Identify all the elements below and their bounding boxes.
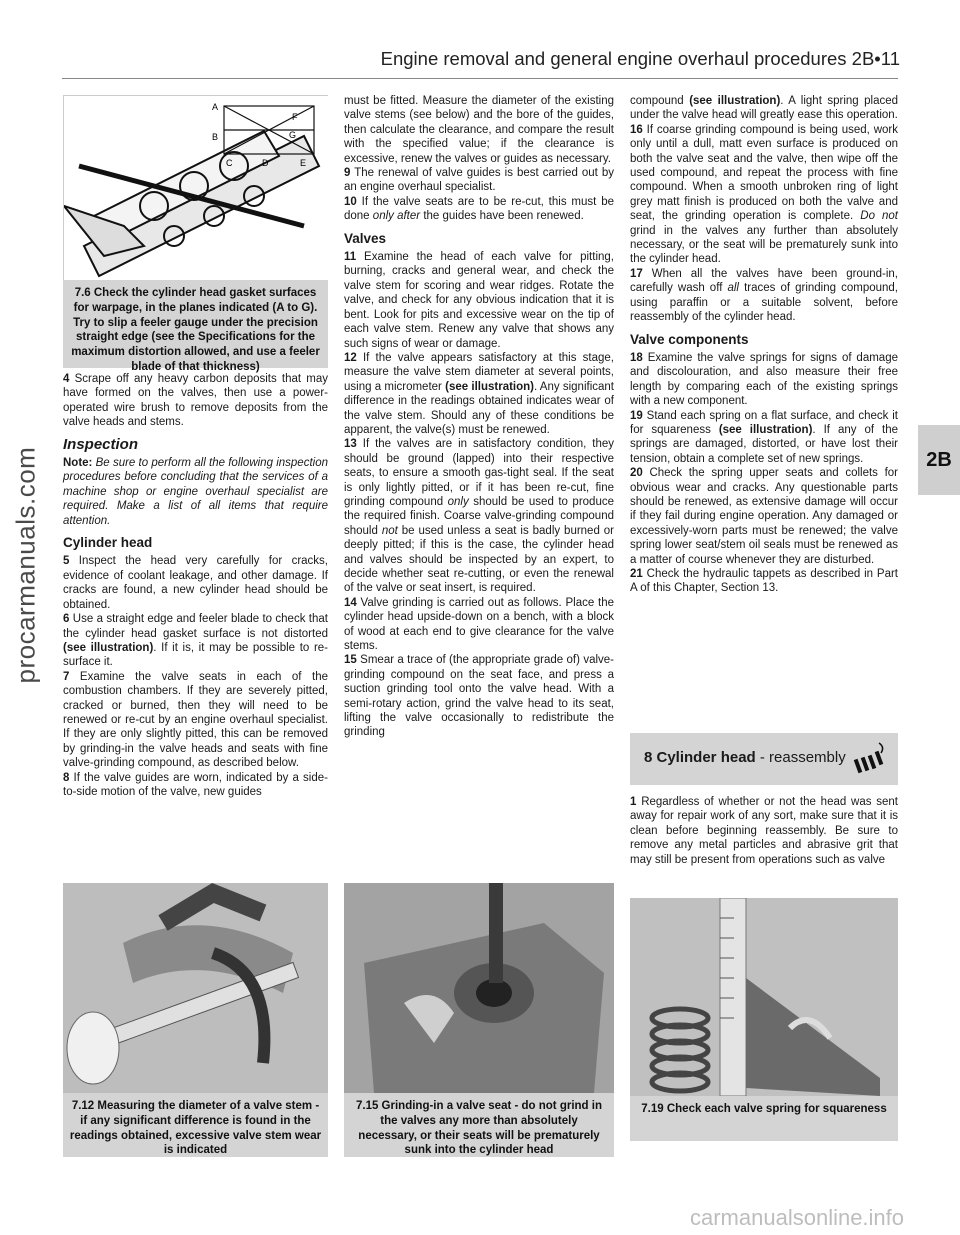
label-f: F: [292, 112, 298, 122]
para-17: 17 When all the valves have been ground-in, carefully wash off all traces of grinding compound, using paraffin or a suitable solvent, before reassembly of the cylinder head.: [630, 267, 898, 324]
para-15: 15 Smear a trace of (the appropriate grade of) valve-grinding compound on the seat face, and press a suction grinding tool onto the valve head. With a semi-rotary action, grind the valve head to its seat, lifting the valve occasionally to redistribute the grinding: [344, 654, 614, 739]
para-6: 6 Use a straight edge and feeler blade to check that the cylinder head gasket surface is not distorted (see illustration). If it is, it may be possible to re-surface it.: [63, 613, 328, 669]
para-21: 21 Check the hydraulic tappets as described in Part A of this Chapter, Section 13.: [630, 568, 898, 595]
figure-7-6: [63, 95, 328, 280]
section-8-body: [630, 795, 898, 867]
para-14: 14 Valve grinding is carried out as follows. Place the cylinder head upside-down on a bench, with a block of wood at each end to give clearance for the valve stems.: [344, 596, 614, 653]
para-16: 16 If coarse grinding compound is being used, work only until a dull, matt even surface is produced on both the valve seat and the valve, then wipe off the used compound, and repeat the process with fine compound. When a smooth unbroken ring of light grey matt finish is produced on both the valve and seat, the grinding operation is complete. Do not grind in the valves any further than absolutely necessary, or the seat will be prematurely sunk into the cylinder head.: [630, 123, 899, 266]
label-g: G: [289, 130, 297, 140]
para-19: 19 Stand each spring on a flat surface, and check it for squareness (see illustration). If any of the springs are damaged, distorted, or have lost their tension, obtain a complete set of new springs.: [630, 409, 899, 465]
caption-7-19: 7.19 Check each valve spring for squareness: [630, 1096, 898, 1141]
para-12: 12 If the valve appears satisfactory at this stage, measure the valve stem diameter at several points, using a micrometer (see illustration). Any significant difference in the readings obtained indicates wear of the valve stem. Should any of these conditions be apparent, the valve(s) must be renewed.: [344, 351, 614, 436]
heading-inspection: Inspection: [63, 435, 139, 453]
page-header: Engine removal and general engine overhaul procedures 2B•11: [380, 48, 900, 69]
para-8-1: 1 Regardless of whether or not the head was sent away for repair work of any sort, make sure that it is clean before beginning reassembly. Be sure to remove any metal particles and abrasive grit that may still be present from operations such as valve: [630, 796, 898, 866]
header-rule: [62, 78, 898, 79]
valve-grinding-photo: [344, 883, 614, 1093]
note: Note: Be sure to perform all the following inspection procedures before concluding that the services of a machine shop or engine overhaul specialist are required. Make a list of all items that require attention.: [63, 457, 328, 527]
para-10: 10 If the valve seats are to be re-cut, this must be done only after the guides have been renewed.: [344, 195, 614, 223]
para-8-cont: must be fitted. Measure the diameter of the existing valve stems (see below) and the bore of the guides, then calculate the clearance, and compare the result with the specified value; if the clearance is excessive, renew the valves or guides as necessary.: [344, 95, 614, 165]
column-1: [63, 372, 328, 799]
heading-cylinder-head: Cylinder head: [63, 535, 153, 551]
para-18: 18 Examine the valve springs for signs of damage and discolouration, and also measure their free length by comparing each of the existing springs with a new component.: [630, 351, 898, 408]
section-8-heading: [630, 733, 898, 785]
figure-7-15: [344, 883, 614, 1093]
figure-7-12: [63, 883, 328, 1093]
label-d: D: [262, 158, 269, 168]
label-e: E: [300, 158, 307, 168]
heading-valve-components: Valve components: [630, 331, 749, 347]
side-watermark: procarmanuals.com: [10, 446, 41, 684]
para-9: 9 The renewal of valve guides is best carried out by an engine overhaul specialist.: [344, 167, 614, 194]
chapter-tab: 2B: [918, 425, 960, 495]
para-4: 4 Scrape off any heavy carbon deposits that may have formed on the valves, then use a power-operated wire brush to remove deposits from the valve heads and stems.: [63, 373, 328, 429]
spring-squareness-photo: [630, 898, 898, 1096]
column-3: [630, 94, 898, 596]
label-b: B: [212, 132, 219, 142]
para-20: 20 Check the spring upper seats and collets for obvious wear and cracks. Any questionable parts should be renewed, as extensive damage will occur if they fail during engine operation. Any damaged or excessively-worn parts must be renewed; the valve spring lower seat/stem oil seals must be renewed as a matter of course whenever they are disturbed.: [630, 467, 898, 566]
caption-7-12: 7.12 Measuring the diameter of a valve stem - if any significant difference is found in the readings obtained, excessive valve stem wear is indicated: [63, 1093, 328, 1157]
caption-7-6: 7.6 Check the cylinder head gasket surfaces for warpage, in the planes indicated (A to G). Try to slip a feeler gauge under the precision straight edge (see the Specifications for the maximum distortion allowed, and use a feeler blade of that thickness): [63, 280, 328, 368]
para-13: 13 If the valves are in satisfactory condition, they should be ground (lapped) into their respective seats, to ensure a smooth gas-tight seal. If the seat is only lightly pitted, or if it has been re-cut, fine grinding compound only should be used to produce the required finish. Coarse valve-grinding compound should not be used unless a seat is badly burned or deeply pitted; if this is the case, the cylinder head and valves should be inspected by an expert, to decide whether seat re-cutting, or even the renewal of the valve or seat insert, is required.: [344, 438, 614, 595]
cylinder-head-illustration: [64, 96, 329, 281]
para-5: 5 Inspect the head very carefully for cracks, evidence of coolant leakage, and other damage. If cracks are found, a new cylinder head should be obtained.: [63, 555, 328, 611]
para-15-cont: compound (see illustration). A light spring placed under the valve head will greatly ease this operation.: [630, 95, 899, 122]
section-8-title: 8 Cylinder head - reassembly: [644, 749, 846, 766]
caption-7-15: 7.15 Grinding-in a valve seat - do not grind in the valves any more than absolutely necessary, or their seats will be prematurely sunk into the cylinder head: [344, 1093, 614, 1157]
bottom-watermark: carmanualsonline.info: [690, 1205, 905, 1230]
difficulty-spanner-icon: [852, 741, 886, 777]
micrometer-photo: [63, 883, 328, 1093]
para-8: 8 If the valve guides are worn, indicated by a side-to-side motion of the valve, new guides: [63, 771, 328, 798]
figure-7-19: [630, 898, 898, 1096]
label-c: C: [226, 158, 233, 168]
heading-valves: Valves: [344, 230, 387, 246]
label-a: A: [212, 102, 219, 112]
column-2: [344, 94, 614, 740]
para-7: 7 Examine the valve seats in each of the combustion chambers. If they are severely pitted, cracked or burned, then they will need to be renewed or re-cut by an engine overhaul specialist. If they are only slightly pitted, this can be removed by grinding-in the valve heads and seats with fine valve-grinding compound, as described below.: [63, 670, 328, 770]
para-11: 11 Examine the head of each valve for pitting, burning, cracks and general wear, and check the valve stem for scoring and wear ridges. Rotate the valve, and check for any obvious indication that it is bent. Look for pits and excessive wear on the tip of each valve stem. Renew any valve that shows any such signs of wear or damage.: [344, 251, 614, 350]
